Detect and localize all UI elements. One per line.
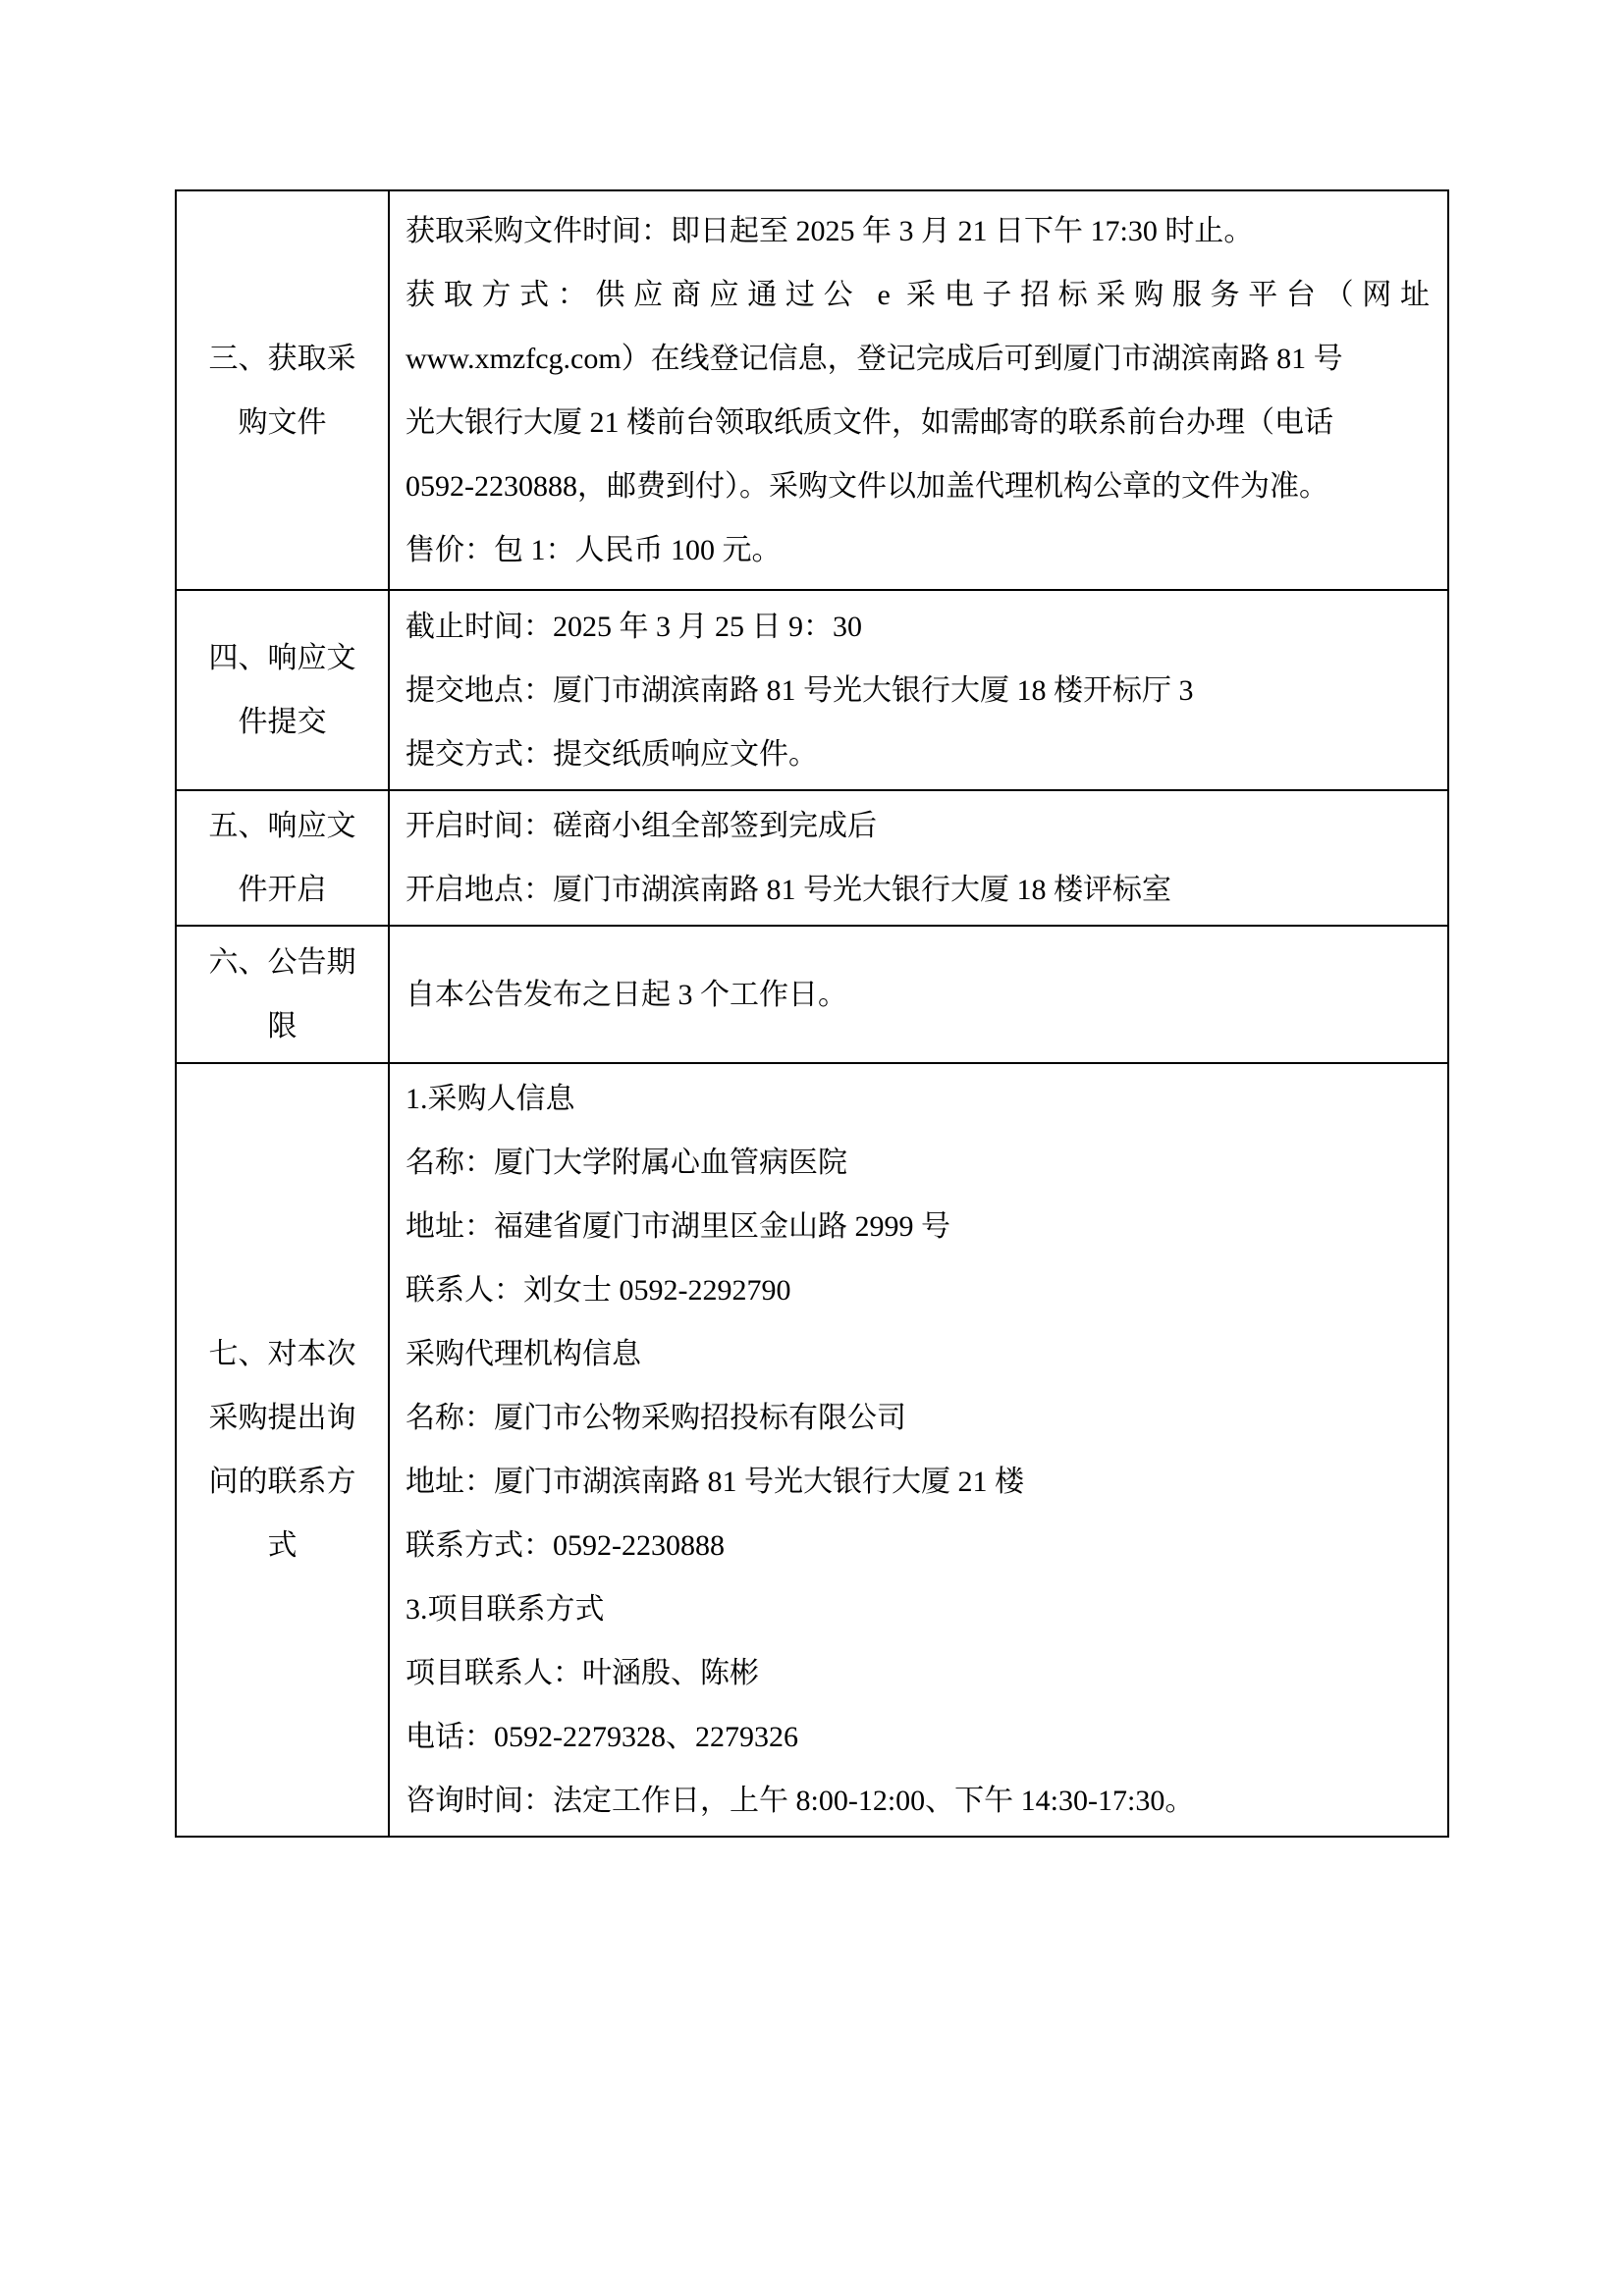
text-line: 获取方式：供应商应通过公 e 采电子招标采购服务平台（网址 <box>406 278 1430 311</box>
text-line: www.xmzfcg.com）在线登记信息，登记完成后可到厦门市湖滨南路 81 号 <box>406 342 1343 375</box>
header-line: 三、获取采 <box>208 342 356 375</box>
text-line: 地址：厦门市湖滨南路 81 号光大银行大厦 21 楼 <box>406 1466 1024 1498</box>
text-line: 开启时间：磋商小组全部签到完成后 <box>406 810 877 842</box>
header-line: 件开启 <box>238 874 327 906</box>
header-line: 购文件 <box>238 405 327 439</box>
row-content-obtain-documents <box>389 190 1448 590</box>
text-line: 光大银行大厦 21 楼前台领取纸质文件，如需邮寄的联系前台办理（电话 <box>406 405 1333 439</box>
header-line: 件提交 <box>238 706 327 738</box>
text-line: 地址：福建省厦门市湖里区金山路 2999 号 <box>406 1210 950 1243</box>
row-header-contact-information <box>176 1063 389 1837</box>
table-row-announcement-period <box>176 926 1448 1063</box>
text-line: 1.采购人信息 <box>406 1083 575 1115</box>
row-header-announcement-period <box>176 926 389 1063</box>
row-content-response-opening <box>389 790 1448 926</box>
header-line: 四、响应文 <box>208 642 356 674</box>
text-line: 自本公告发布之日起 3 个工作日。 <box>406 978 847 1011</box>
text-line: 截止时间：2025 年 3 月 25 日 9：30 <box>406 610 862 643</box>
row-header-response-opening <box>176 790 389 926</box>
row-content-announcement-period <box>389 926 1448 1063</box>
text-line: 提交地点：厦门市湖滨南路 81 号光大银行大厦 18 楼开标厅 3 <box>406 673 1194 707</box>
text-line: 联系人：刘女士 0592-2292790 <box>406 1274 791 1307</box>
text-line: 联系方式：0592-2230888 <box>406 1529 725 1562</box>
header-line: 式 <box>267 1529 298 1562</box>
text-line: 提交方式：提交纸质响应文件。 <box>406 737 818 771</box>
row-header-obtain-documents <box>176 190 389 590</box>
text-line: 获取采购文件时间：即日起至 2025 年 3 月 21 日下午 17:30 时止。 <box>406 214 1254 247</box>
text-line: 3.项目联系方式 <box>406 1593 605 1626</box>
table-row-contact-information <box>176 1063 1448 1837</box>
text-line: 名称：厦门市公物采购招投标有限公司 <box>406 1402 906 1434</box>
table-row-obtain-documents <box>176 190 1448 590</box>
row-header-response-submission <box>176 590 389 790</box>
text-line: 咨询时间：法定工作日，上午 8:00-12:00、下午 14:30-17:30。 <box>406 1785 1195 1817</box>
text-line: 售价：包 1：人民币 100 元。 <box>406 533 782 566</box>
header-line: 五、响应文 <box>208 810 356 842</box>
text-line: 项目联系人：叶涵殷、陈彬 <box>406 1657 759 1689</box>
header-line: 采购提出询 <box>208 1402 356 1434</box>
header-line: 七、对本次 <box>208 1338 356 1370</box>
text-line: 开启地点：厦门市湖滨南路 81 号光大银行大厦 18 楼评标室 <box>406 874 1171 906</box>
procurement-announcement-table <box>175 189 1449 1838</box>
table-row-response-opening <box>176 790 1448 926</box>
row-content-contact-information <box>389 1063 1448 1837</box>
row-content-response-submission <box>389 590 1448 790</box>
header-line: 问的联系方 <box>208 1466 356 1498</box>
text-line: 电话：0592-2279328、2279326 <box>406 1721 798 1753</box>
text-line: 采购代理机构信息 <box>406 1338 641 1370</box>
header-line: 限 <box>267 1010 298 1042</box>
text-line: 名称：厦门大学附属心血管病医院 <box>406 1147 847 1179</box>
text-line: 0592-2230888，邮费到付）。采购文件以加盖代理机构公章的文件为准。 <box>406 469 1328 503</box>
header-line: 六、公告期 <box>208 946 356 979</box>
table-row-response-submission <box>176 590 1448 790</box>
